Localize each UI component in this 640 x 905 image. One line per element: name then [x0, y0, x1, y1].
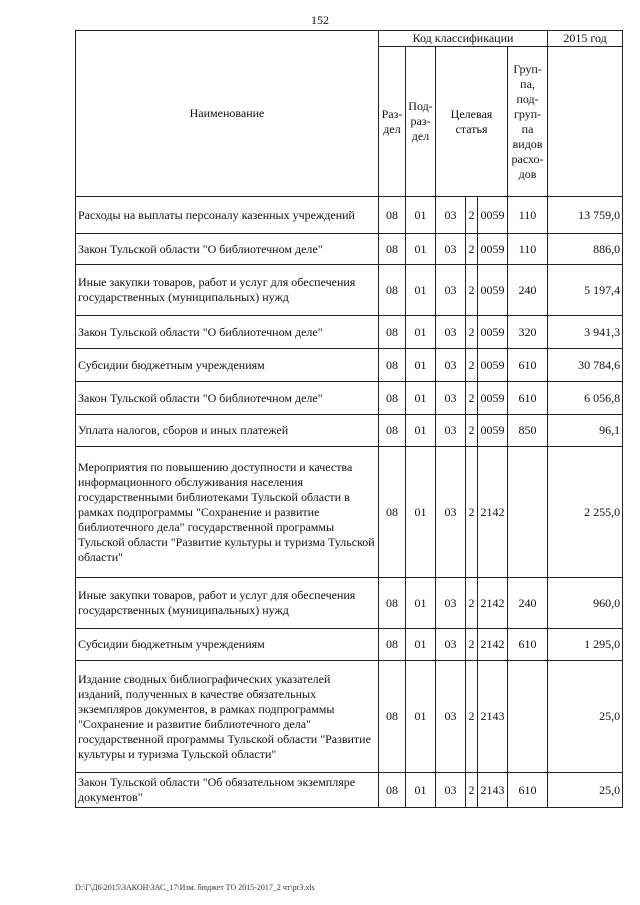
row-cs-subprogram: 2: [466, 415, 478, 447]
row-amount: 13 759,0: [548, 197, 623, 234]
table-row: [76, 234, 623, 265]
column-header-podrazdel: Под- раз- дел: [406, 47, 436, 197]
table-row: [76, 415, 623, 447]
column-header-code-group: Код классификации: [379, 31, 548, 47]
row-cs-program: 03: [436, 661, 466, 773]
row-cs-direction: 0059: [478, 349, 508, 382]
row-podrazdel: 01: [406, 197, 436, 234]
column-header-year-blank: [548, 47, 623, 197]
row-vid: 110: [508, 197, 548, 234]
row-podrazdel: 01: [406, 773, 436, 808]
table-row: [76, 382, 623, 415]
row-cs-program: 03: [436, 415, 466, 447]
row-amount: 960,0: [548, 578, 623, 629]
header-row-1: [76, 31, 623, 47]
column-header-celevaya: Целевая статья: [436, 47, 508, 197]
row-name: Закон Тульской области "Об обязательном экземпляре документов": [76, 773, 379, 808]
row-vid: [508, 661, 548, 773]
row-razdel: 08: [379, 382, 406, 415]
table-row: [76, 316, 623, 349]
table-row: [76, 773, 623, 808]
row-razdel: 08: [379, 265, 406, 316]
row-vid: 610: [508, 773, 548, 808]
table-row: [76, 265, 623, 316]
row-name: Мероприятия по повышению доступности и качества информационного обслуживания населения государственными библиотеками Тульской области в рамках подпрограммы "Сохранение и развитие библиотечного дела" государственной программы Тульской области "Развитие культуры и туризма Тульской области": [76, 447, 379, 578]
row-razdel: 08: [379, 349, 406, 382]
table-body: [76, 197, 623, 808]
row-amount: 6 056,8: [548, 382, 623, 415]
row-cs-program: 03: [436, 629, 466, 661]
row-razdel: 08: [379, 661, 406, 773]
table-row: [76, 197, 623, 234]
row-podrazdel: 01: [406, 382, 436, 415]
row-razdel: 08: [379, 316, 406, 349]
budget-table: [75, 30, 623, 808]
row-cs-program: 03: [436, 382, 466, 415]
row-amount: 1 295,0: [548, 629, 623, 661]
row-cs-subprogram: 2: [466, 234, 478, 265]
row-podrazdel: 01: [406, 349, 436, 382]
row-vid: 610: [508, 382, 548, 415]
row-vid: 320: [508, 316, 548, 349]
row-cs-program: 03: [436, 316, 466, 349]
row-cs-direction: 2143: [478, 661, 508, 773]
row-podrazdel: 01: [406, 234, 436, 265]
row-name: Издание сводных библиографических указателей изданий, полученных в качестве обязательных экземпляров документов, в рамках подпрограммы "Сохранение и развитие библиотечного дела" государственной программы Тульской области "Развитие культуры и туризма Тульской области": [76, 661, 379, 773]
file-path-footer: D:\Г\Д6\2015\ЗАКОН\ЗАС_17\Изм. бюджет ТО 2015-2017_2 чт\pr3.xls: [75, 883, 315, 892]
row-name: Субсидии бюджетным учреждениям: [76, 629, 379, 661]
row-cs-subprogram: 2: [466, 197, 478, 234]
row-razdel: 08: [379, 629, 406, 661]
row-razdel: 08: [379, 234, 406, 265]
table-row: [76, 629, 623, 661]
row-cs-direction: 0059: [478, 234, 508, 265]
row-cs-direction: 0059: [478, 265, 508, 316]
row-razdel: 08: [379, 447, 406, 578]
row-razdel: 08: [379, 415, 406, 447]
row-cs-subprogram: 2: [466, 578, 478, 629]
page-number: 152: [311, 13, 329, 27]
row-amount: 2 255,0: [548, 447, 623, 578]
row-razdel: 08: [379, 197, 406, 234]
row-name: Иные закупки товаров, работ и услуг для обеспечения государственных (муниципальных) нужд: [76, 265, 379, 316]
row-amount: 25,0: [548, 661, 623, 773]
row-name: Уплата налогов, сборов и иных платежей: [76, 415, 379, 447]
column-header-year: 2015 год: [548, 31, 623, 47]
row-razdel: 08: [379, 773, 406, 808]
row-cs-direction: 2142: [478, 578, 508, 629]
column-header-razdel: Раз- дел: [379, 47, 406, 197]
table-row: [76, 661, 623, 773]
row-cs-direction: 2143: [478, 773, 508, 808]
row-cs-program: 03: [436, 578, 466, 629]
row-cs-subprogram: 2: [466, 629, 478, 661]
row-podrazdel: 01: [406, 629, 436, 661]
row-podrazdel: 01: [406, 265, 436, 316]
row-cs-subprogram: 2: [466, 773, 478, 808]
row-amount: 25,0: [548, 773, 623, 808]
row-name: Субсидии бюджетным учреждениям: [76, 349, 379, 382]
row-name: Иные закупки товаров, работ и услуг для обеспечения государственных (муниципальных) нужд: [76, 578, 379, 629]
row-cs-direction: 0059: [478, 316, 508, 349]
row-podrazdel: 01: [406, 578, 436, 629]
row-razdel: 08: [379, 578, 406, 629]
row-name: Закон Тульской области "О библиотечном деле": [76, 316, 379, 349]
row-cs-subprogram: 2: [466, 265, 478, 316]
row-name: Закон Тульской области "О библиотечном деле": [76, 382, 379, 415]
row-amount: 3 941,3: [548, 316, 623, 349]
row-cs-program: 03: [436, 234, 466, 265]
row-cs-direction: 0059: [478, 415, 508, 447]
table-row: [76, 447, 623, 578]
row-cs-direction: 2142: [478, 447, 508, 578]
row-vid: [508, 447, 548, 578]
row-vid: 850: [508, 415, 548, 447]
table-row: [76, 349, 623, 382]
row-cs-subprogram: 2: [466, 382, 478, 415]
row-amount: 96,1: [548, 415, 623, 447]
row-vid: 610: [508, 629, 548, 661]
row-cs-program: 03: [436, 447, 466, 578]
row-cs-subprogram: 2: [466, 349, 478, 382]
row-amount: 5 197,4: [548, 265, 623, 316]
row-amount: 30 784,6: [548, 349, 623, 382]
row-cs-program: 03: [436, 349, 466, 382]
row-amount: 886,0: [548, 234, 623, 265]
row-vid: 240: [508, 265, 548, 316]
row-podrazdel: 01: [406, 447, 436, 578]
row-cs-subprogram: 2: [466, 447, 478, 578]
row-podrazdel: 01: [406, 415, 436, 447]
row-podrazdel: 01: [406, 316, 436, 349]
row-cs-program: 03: [436, 265, 466, 316]
column-header-gruppa: Груп- па, под- груп- па видов расхо- дов: [508, 47, 548, 197]
row-name: Расходы на выплаты персоналу казенных учреждений: [76, 197, 379, 234]
row-cs-direction: 0059: [478, 382, 508, 415]
row-cs-direction: 0059: [478, 197, 508, 234]
row-cs-program: 03: [436, 197, 466, 234]
row-vid: 610: [508, 349, 548, 382]
row-cs-direction: 2142: [478, 629, 508, 661]
row-cs-subprogram: 2: [466, 316, 478, 349]
row-podrazdel: 01: [406, 661, 436, 773]
table-row: [76, 578, 623, 629]
row-vid: 240: [508, 578, 548, 629]
row-cs-program: 03: [436, 773, 466, 808]
row-name: Закон Тульской области "О библиотечном деле": [76, 234, 379, 265]
column-header-name: Наименование: [76, 31, 379, 197]
row-cs-subprogram: 2: [466, 661, 478, 773]
row-vid: 110: [508, 234, 548, 265]
